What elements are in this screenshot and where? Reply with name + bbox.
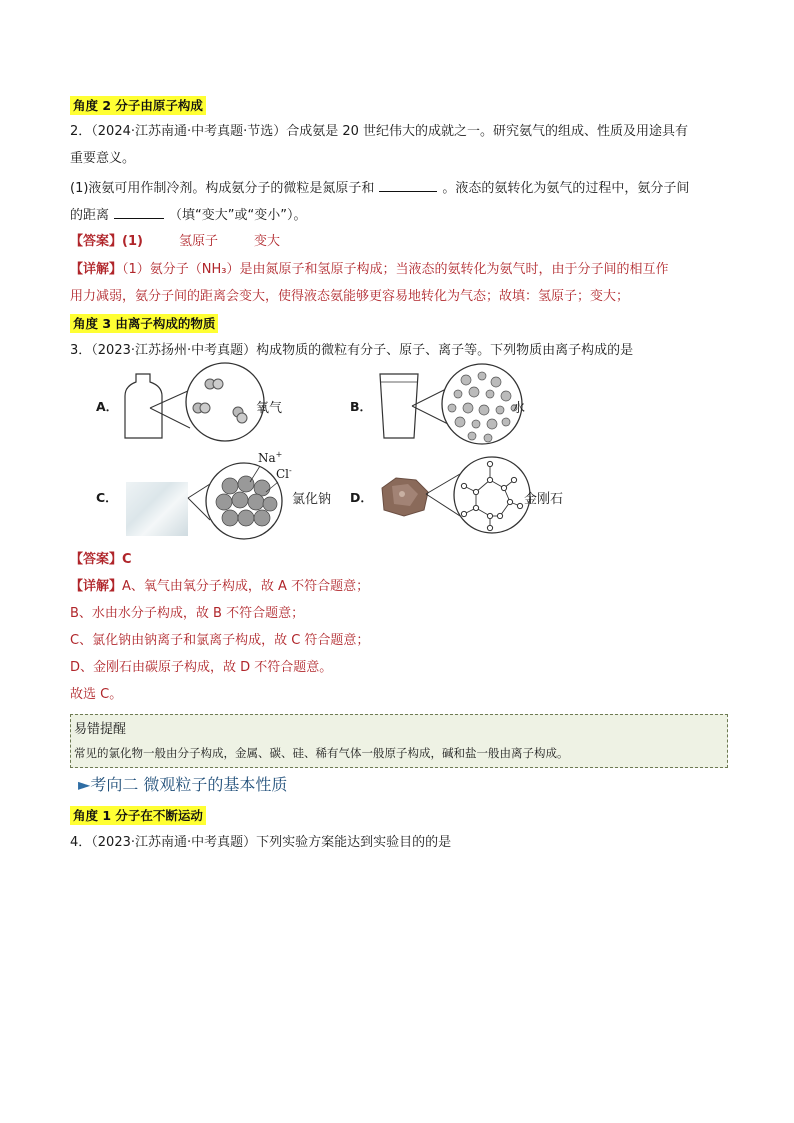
detail-label: 【详解】 (70, 262, 123, 277)
answer-value-1: 氢原子 (178, 234, 218, 249)
angle-tag-3: 角度 3 由离子构成的物质 (70, 314, 218, 333)
q3-detail-a-line (70, 577, 726, 597)
q3-stem: 3．（2023·江苏扬州·中考真题）构成物质的微粒有分子、原子、离子等。下列物质由离子构成的是 (70, 343, 634, 358)
ion-cl-sup: - (289, 466, 292, 475)
option-c-name: 氯化钠 (292, 492, 332, 507)
ion-cl-text: Cl (276, 467, 290, 481)
zoom-circle (454, 457, 530, 533)
ion-na-sup: + (275, 450, 283, 459)
detail-a: A、氧气由氧分子构成，故 A 不符合题意； (122, 579, 370, 594)
error-reminder-box (70, 714, 728, 768)
q2-stem-line1: 2．（2024·江苏南通·中考真题·节选）合成氨是 20 世纪伟大的成就之一。研究氨气的组成、性质及用途具有 (70, 124, 689, 139)
option-b-letter: B． (350, 399, 373, 414)
answer-blank-2 (114, 205, 164, 219)
q2-sub1-line2 (70, 205, 726, 226)
detail-label: 【详解】 (70, 579, 123, 594)
q3-detail-b: B、水由水分子构成，故 B 不符合题意； (70, 606, 305, 621)
reminder-title: 易错提醒 (74, 722, 127, 737)
q2-sub1-text-b: 。液态的氨转化为氨气的过程中，氨分子间 (442, 181, 690, 196)
option-a-letter: A． (96, 399, 119, 414)
option-a-name: 氧气 (256, 401, 283, 416)
diamond-structure-diagram (424, 450, 524, 546)
zoom-circle (186, 363, 264, 441)
q2-detail-line1 (70, 260, 726, 280)
option-d-name: 金刚石 (524, 492, 564, 507)
q2-sub1-line (70, 178, 726, 199)
option-d-letter: D． (350, 490, 373, 505)
q2-answer (70, 232, 726, 252)
answer-blank-1 (379, 178, 437, 192)
ion-na-text: Na (258, 451, 276, 465)
angle-tag-2: 角度 2 分子由原子构成 (70, 96, 206, 115)
q3-detail-d: D、金刚石由碳原子构成，故 D 不符合题意。 (70, 660, 333, 675)
triangle-marker-icon: ► (78, 775, 91, 794)
q2-sub1-text-a: (1)液氨可用作制冷剂。构成氨分子的微粒是氮原子和 (70, 181, 375, 196)
diamond-rock-photo (378, 474, 430, 518)
answer-label: 【答案】 (70, 552, 123, 567)
answer-value-2: 变大 (253, 234, 280, 249)
q3-detail-c: C、氯化钠由钠离子和氯离子构成，故 C 符合题意； (70, 633, 370, 648)
q2-detail-line2: 用力减弱，氨分子间的距离会变大，使得液态氨能够更容易地转化为气态；故填：氢原子；变大； (70, 289, 630, 304)
q4-stem: 4．（2023·江苏南通·中考真题）下列实验方案能达到实验目的的是 (70, 835, 452, 850)
q2-sub1-text-c: 的距离 (70, 208, 110, 223)
answer-label: 【答案】 (70, 234, 123, 249)
ion-cl-label (276, 466, 292, 481)
water-diagram (378, 360, 518, 444)
option-c-letter: C． (96, 490, 118, 505)
sodium-chloride-diagram (186, 450, 306, 550)
option-b-name: 水 (512, 401, 526, 416)
q3-conclusion: 故选 C。 (70, 687, 123, 702)
ion-na-label (258, 450, 282, 465)
angle-tag-1: 角度 1 分子在不断运动 (70, 806, 206, 825)
answer-value: C (122, 552, 132, 567)
section-title: 考向二 微观粒子的基本性质 (90, 775, 288, 794)
q2-stem-line2: 重要意义。 (70, 151, 136, 166)
section-heading (78, 772, 287, 795)
q3-answer (70, 550, 726, 570)
reminder-text: 常见的氯化物一般由分子构成，金属、碳、硅、稀有气体一般原子构成，碱和盐一般由离子构成。 (74, 746, 569, 760)
bottle-icon (125, 374, 162, 438)
q2-sub1-text-d: （填“变大”或“变小”）。 (169, 208, 307, 223)
answer-num: (1) (122, 234, 143, 249)
salt-photo (126, 482, 188, 536)
detail-text-1: （1）氨分子（NH₃）是由氮原子和氢原子构成；当液态的氨转化为氨气时，由于分子间的相互作 (122, 262, 669, 277)
